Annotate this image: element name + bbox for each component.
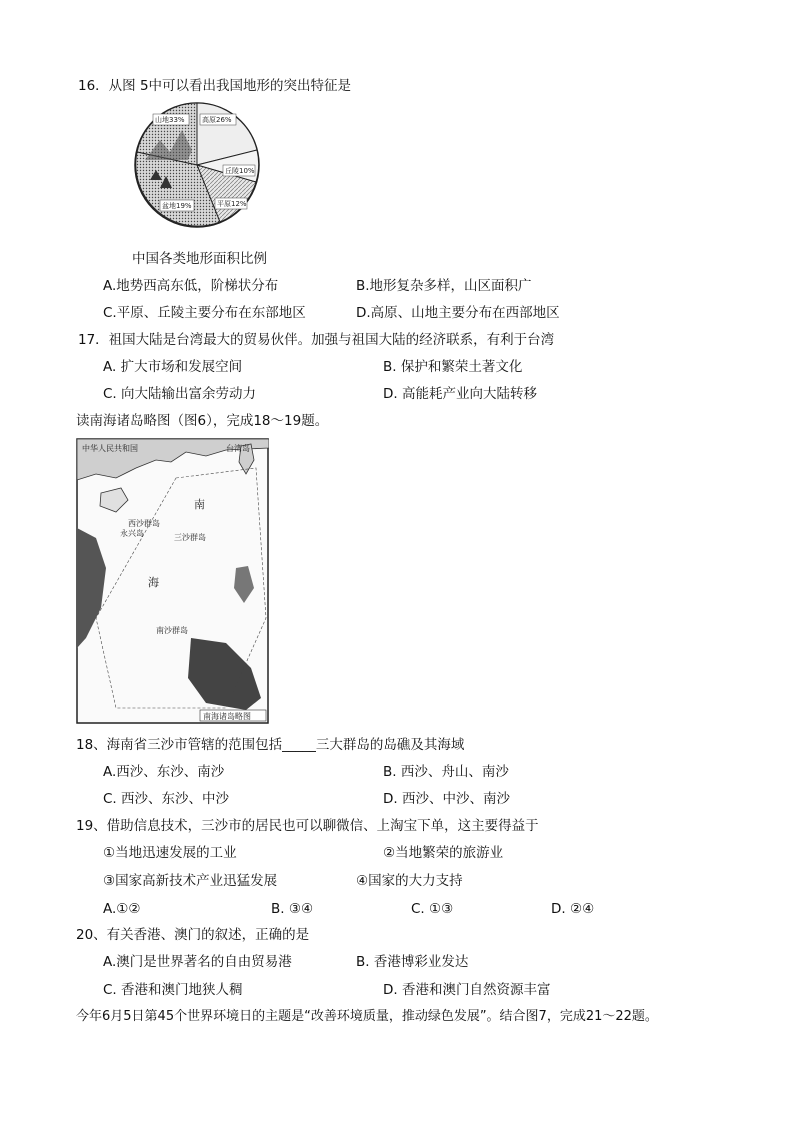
q16-stem: 16．从图 5中可以看出我国地形的突出特征是 — [78, 78, 352, 94]
q19-item-2: ②当地繁荣的旅游业 — [383, 845, 504, 861]
map-label-sea-1: 南 — [194, 498, 205, 511]
q16-option-d: D.高原、山地主要分布在西部地区 — [356, 305, 560, 321]
terrain-pie-figure — [130, 100, 265, 230]
map-label-yongxing: 永兴岛 — [120, 529, 144, 538]
south-china-sea-map — [76, 438, 269, 724]
terrain-pie-chart — [130, 100, 265, 230]
q19-stem: 19、借助信息技术，三沙市的居民也可以聊微信、上淘宝下单，这主要得益于 — [76, 818, 539, 834]
map-label-xisha: 西沙群岛 — [128, 519, 160, 528]
intro-18-19: 读南海诸岛略图（图6），完成18～19题。 — [76, 413, 329, 429]
q18-option-b: B. 西沙、舟山、南沙 — [383, 764, 509, 780]
pie-label-plateau: 高原26% — [202, 116, 232, 124]
map-label-taiwan: 台湾岛 — [226, 444, 250, 453]
q19-item-4: ④国家的大力支持 — [356, 873, 463, 889]
map-label-country: 中华人民共和国 — [82, 444, 138, 453]
q20-option-d: D. 香港和澳门自然资源丰富 — [383, 982, 551, 998]
q19-item-3: ③国家高新技术产业迅猛发展 — [103, 873, 278, 889]
q16-option-b: B.地形复杂多样，山区面积广 — [356, 278, 532, 294]
pie-label-hill: 丘陵10% — [225, 167, 255, 175]
q18-stem: 18、海南省三沙市管辖的范围包括_____三大群岛的岛礁及其海域 — [76, 737, 465, 753]
q17-option-d: D. 高能耗产业向大陆转移 — [383, 386, 537, 402]
q18-option-a: A.西沙、东沙、南沙 — [103, 764, 225, 780]
q20-option-b: B. 香港博彩业发达 — [356, 954, 469, 970]
pie-label-basin: 盆地19% — [162, 202, 192, 210]
pie-label-plain: 平原12% — [217, 200, 247, 208]
q18-option-d: D. 西沙、中沙、南沙 — [383, 791, 510, 807]
q19-option-a: A.①② — [103, 901, 141, 917]
q19-option-b: B. ③④ — [271, 901, 314, 917]
map-label-nansha: 南沙群岛 — [156, 626, 188, 635]
q19-option-d: D. ②④ — [551, 901, 595, 917]
q17-option-c: C. 向大陆输出富余劳动力 — [103, 386, 257, 402]
q16-figure-caption: 中国各类地形面积比例 — [132, 251, 267, 267]
q18-option-c: C. 西沙、东沙、中沙 — [103, 791, 230, 807]
map-caption: 南海诸岛略图 — [203, 712, 251, 721]
map-svg — [76, 438, 269, 724]
map-label-sea-2: 海 — [148, 576, 159, 589]
intro-21-22: 今年6月5日第45个世界环境日的主题是“改善环境质量，推动绿色发展”。结合图7，完成21～22题。 — [76, 1009, 658, 1024]
q20-option-a: A.澳门是世界著名的自由贸易港 — [103, 954, 292, 970]
q17-option-a: A. 扩大市场和发展空间 — [103, 359, 243, 375]
q19-option-c: C. ①③ — [411, 901, 454, 917]
q16-option-a: A.地势西高东低，阶梯状分布 — [103, 278, 279, 294]
q20-stem: 20、有关香港、澳门的叙述，正确的是 — [76, 927, 310, 943]
q17-option-b: B. 保护和繁荣土著文化 — [383, 359, 523, 375]
q17-stem: 17．祖国大陆是台湾最大的贸易伙伴。加强与祖国大陆的经济联系，有利于台湾 — [78, 332, 555, 348]
q19-item-1: ①当地迅速发展的工业 — [103, 845, 237, 861]
q20-option-c: C. 香港和澳门地狭人稠 — [103, 982, 243, 998]
map-label-sansha: 三沙群岛 — [174, 533, 206, 542]
q16-option-c: C.平原、丘陵主要分布在东部地区 — [103, 305, 306, 321]
pie-label-mountain: 山地33% — [155, 116, 185, 124]
